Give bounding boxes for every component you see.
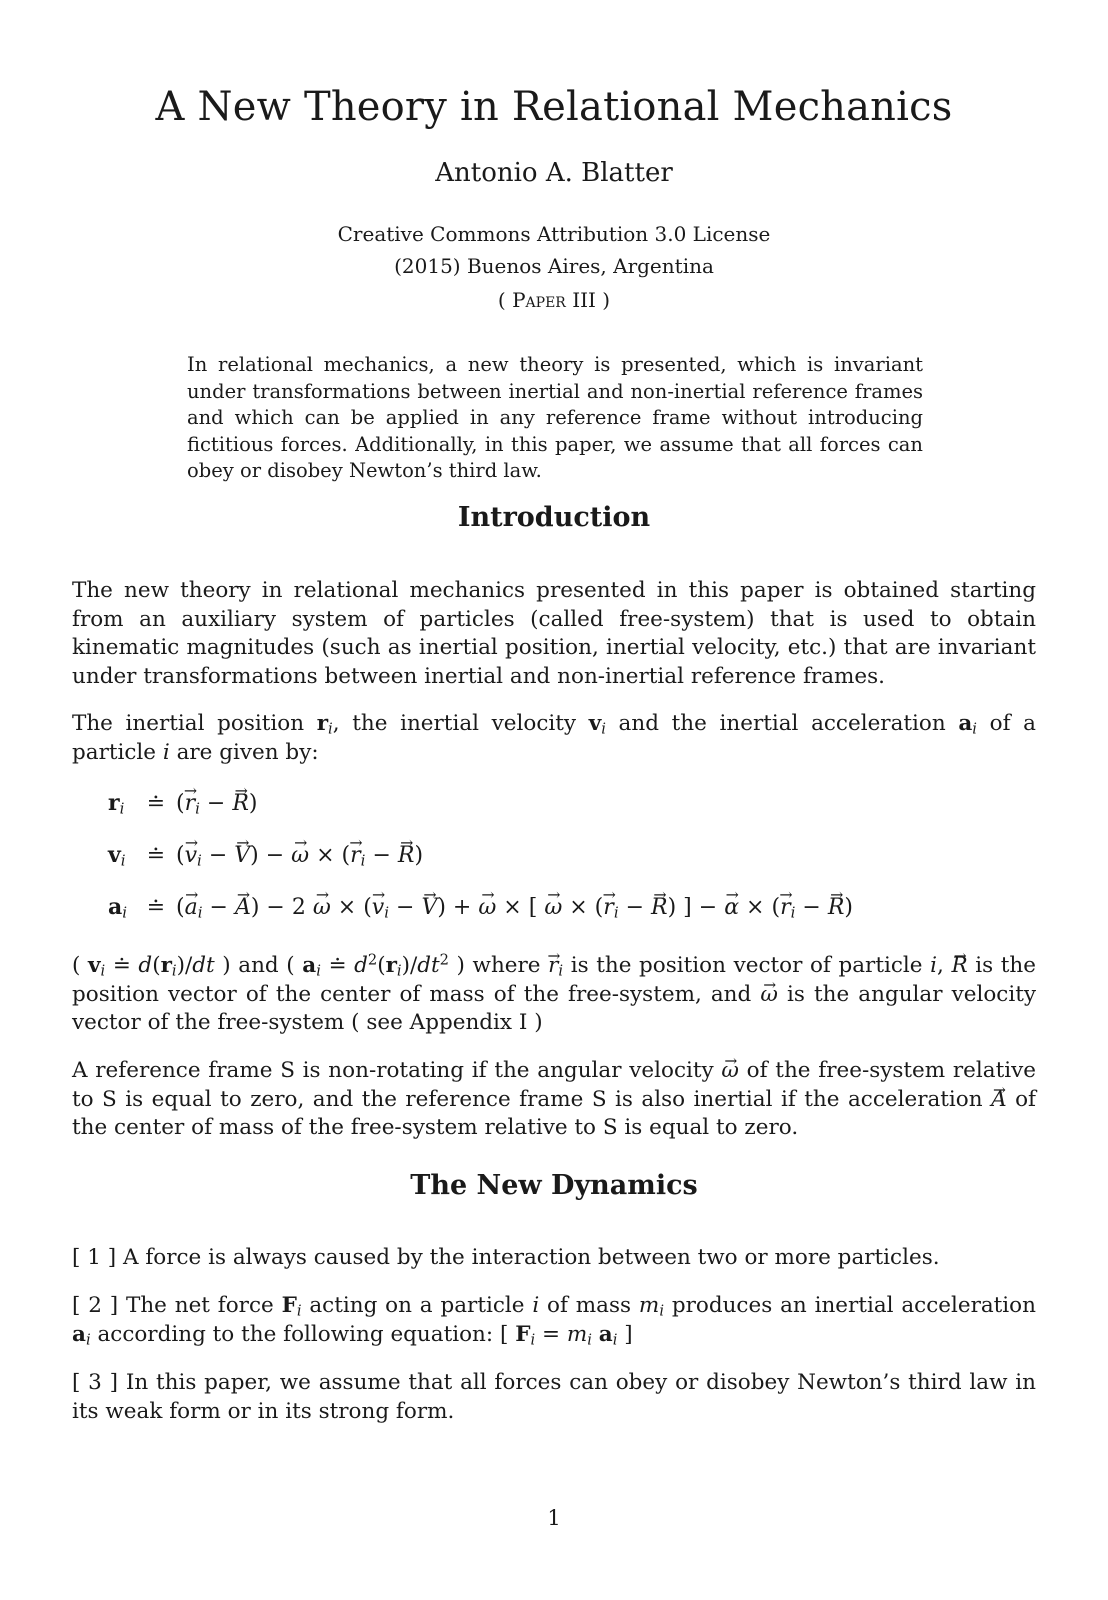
paper-title: A New Theory in Relational Mechanics (155, 84, 953, 130)
license-line: Creative Commons Attribution 3.0 License (337, 222, 771, 246)
paper-label-text: Paper III (512, 288, 596, 312)
intro-paragraph-1: The new theory in relational mechanics presented in this paper is obtained starting from an auxiliary system of particles (called free-system) that is used to obtain kinematic magnitudes (such as inertial position, inertial velocity, etc.) that are invariant under transformations between inertial and non-inertial reference frames. (72, 578, 1036, 689)
equation-inertial-acceleration: $a_i$ ≐ (→ $a_i$ − → A) − 2 → ω × (→ $v_i$ − → V) + → ω × [ → ω × (→ $r_i$ − → R) ] − → α × (→ $r_i$ − → R) (108, 894, 853, 920)
abstract: In relational mechanics, a new theory is presented, which is invariant under transformations between inertial and non-inertial reference frames and which can be applied in any reference frame without introducing fictitious forces. Additionally, in this paper, we assume that all forces can obey or disobey Newton’s third law. (187, 353, 923, 482)
intro-paragraph-3: ( $v_i$ ≐ $d(r_i)/dt$ ) and ( $a_i$ ≐ $d^2(r_i)/dt^2$ ) where → $r_i$ is the position vector of particle i, → R is the position vector of the center of mass of the free-system, and → ω is the angular velocity vector of the free-system ( see Appendix I ) (72, 952, 1036, 1038)
section-heading-new-dynamics: The New Dynamics (410, 1170, 698, 1201)
place-line: (2015) Buenos Aires, Argentina (394, 254, 714, 278)
dynamics-item-1: [ 1 ] A force is always caused by the interaction between two or more particles. (72, 1245, 940, 1270)
dynamics-item-2: [ 2 ] The net force $F_i$ acting on a particle i of mass $m_i$ produces an inertial acceleration $a_i$ according to the following equation: [ $F_i = m_i$ $a_i$ ] (72, 1293, 1036, 1349)
intro-paragraph-4: A reference frame S is non-rotating if the angular velocity → ω of the free-system relative to S is equal to zero, and the reference frame S is also inertial if the acceleration → A of the center of mass of the free-system relative to S is equal to zero. (72, 1057, 1036, 1143)
equation-inertial-velocity: $v_i$ ≐ (→ $v_i$ − → V) − → ω × (→ $r_i$ − → R) (108, 842, 423, 868)
section-heading-introduction: Introduction (457, 502, 651, 533)
author-name: Antonio A. Blatter (435, 158, 673, 188)
equation-inertial-position: $r_i$ ≐ (→ $r_i$ − → R) (108, 790, 258, 816)
page-number: 1 (547, 1506, 561, 1530)
dynamics-item-3: [ 3 ] In this paper, we assume that all forces can obey or disobey Newton’s third law in its weak form or in its strong form. (72, 1370, 1036, 1424)
intro-paragraph-2: The inertial position $r_i$, the inertial velocity $v_i$ and the inertial acceleration $a_i$ of a particle i are given by: (72, 711, 1037, 765)
paper-label: ( Paper III ) (497, 288, 611, 312)
